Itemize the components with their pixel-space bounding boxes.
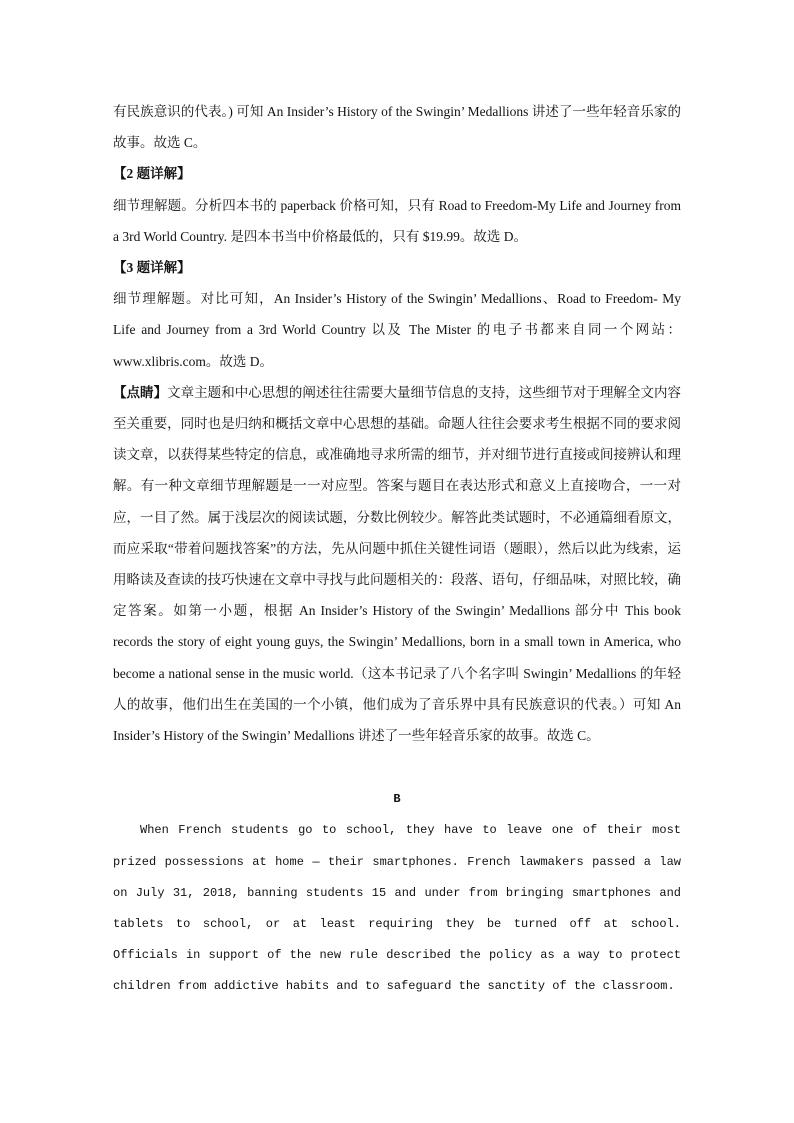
tip-body: 文章主题和中心思想的阐述往往需要大量细节信息的支持，这些细节对于理解全文内容至关重要，同时也是归纳和概括文章中心思想的基础。命题人往往会要求考生根据不同的要求阅读文章，以获得某些特定的信息，或准确地寻求所需的细节，并对细节进行直接或间接辨认和理解。有一种文章细节理解题是一一对应型。答案与题目在表达形式和意义上直接吻合，一一对应，一目了然。属于浅层次的阅读试题，分数比例较少。解答此类试题时，不必通篇细看原文，而应采取“带着问题找答案”的方法，先从问题中抓住关键性词语（题眼），然后以此为线索，运用略读及查读的技巧快速在文章中寻找与此问题相关的：段落、语句，仔细品味，对照比较，确定答案。如第一小题，根据 An Insider’s History of the Swingin’ Medallions 部分中 This book records the story of eight young guys, the Swingin’ Medallions, born in a small town in America, who become a national sense in the music world.（这本书记录了八个名字叫 Swingin’ Medallions 的年轻人的故事，他们出生在美国的一个小镇，他们成为了音乐界中具有民族意识的代表。）可知 An Insider’s History of the Swingin’ Medallions 讲述了一些年轻音乐家的故事。故选 C。 <box>113 384 682 744</box>
section-b-heading: B <box>393 792 401 807</box>
tip-paragraph <box>113 377 681 751</box>
answer-explanation-2: 细节理解题。分析四本书的 paperback 价格可知，只有 Road to Freedom-My Life and Journey from a 3rd World Country. 是四本书当中价格最低的，只有 $19.99。故选 D。 <box>113 197 681 244</box>
document-page <box>113 96 681 1003</box>
section-gap <box>113 751 681 784</box>
tip-label: 【点睛】 <box>113 384 168 400</box>
section-b-passage: When French students go to school, they have to leave one of their most prized possessions at home — their smartphones. French lawmakers passed a law on July 31, 2018, banning students 15 and under from bringing smartphones and tablets to school, or at least requiring they be turned off at school. Officials in support of the new rule described the policy as a way to protect children from addictive habits and to safeguard the sanctity of the classroom. <box>113 823 681 994</box>
answer-explanation-3: 细节理解题。对比可知，An Insider’s History of the Swingin’ Medallions、Road to Freedom- My Life and Journey from a 3rd World Country 以及 The Mister 的电子书都来自同一个网站：www.xlibris.com。故选 D。 <box>113 291 681 369</box>
question-3-heading: 【3 题详解】 <box>113 260 191 276</box>
question-2-heading: 【2 题详解】 <box>113 166 191 182</box>
answer-explanation-1-end: 有民族意识的代表。) 可知 An Insider’s History of the Swingin’ Medallions 讲述了一些年轻音乐家的故事。故选 C。 <box>113 104 681 151</box>
